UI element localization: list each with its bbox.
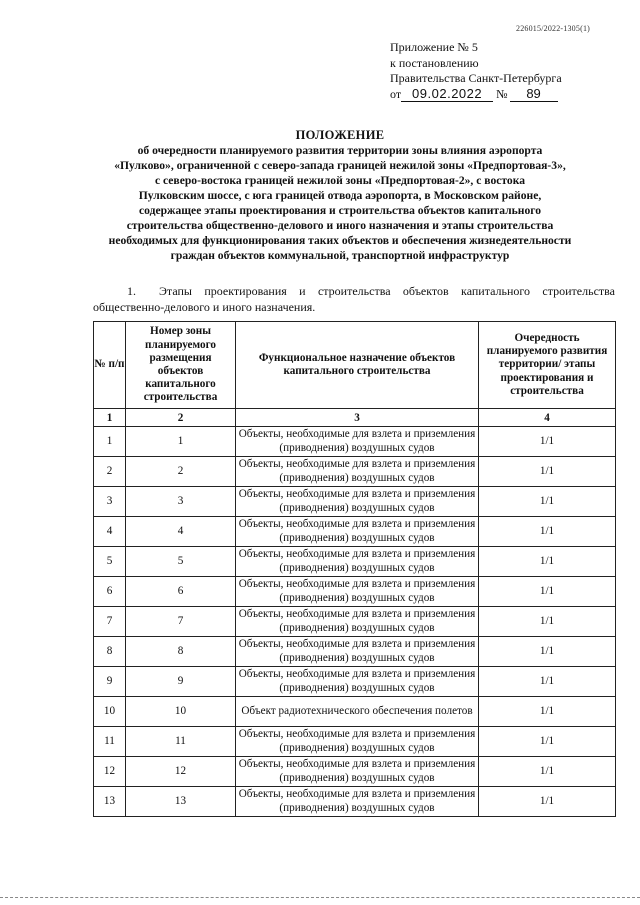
appendix-title: Приложение № 5 xyxy=(390,40,478,54)
resolution-date: 09.02.2022 xyxy=(401,87,493,102)
zone-number: 8 xyxy=(126,637,236,667)
table-column-numbers xyxy=(94,409,616,427)
title-line: содержащее этапы проектирования и строительства объектов капитального xyxy=(138,204,542,217)
row-index: 3 xyxy=(94,487,126,517)
table-row xyxy=(94,787,616,817)
zone-number: 13 xyxy=(126,787,236,817)
document-title xyxy=(64,128,616,263)
table-row xyxy=(94,517,616,547)
development-order: 1/1 xyxy=(479,547,616,577)
zone-number: 12 xyxy=(126,757,236,787)
table-row xyxy=(94,697,616,727)
appendix-block xyxy=(390,40,610,102)
object-purpose: Объект радиотехнического обеспечения полетов xyxy=(236,697,479,727)
object-purpose: Объекты, необходимые для взлета и приземления (приводнения) воздушных судов xyxy=(236,757,479,787)
object-purpose: Объекты, необходимые для взлета и приземления (приводнения) воздушных судов xyxy=(236,637,479,667)
row-index: 10 xyxy=(94,697,126,727)
object-purpose: Объекты, необходимые для взлета и приземления (приводнения) воздушных судов xyxy=(236,727,479,757)
development-order: 1/1 xyxy=(479,637,616,667)
row-index: 5 xyxy=(94,547,126,577)
development-order: 1/1 xyxy=(479,607,616,637)
object-purpose: Объекты, необходимые для взлета и приземления (приводнения) воздушных судов xyxy=(236,547,479,577)
development-order: 1/1 xyxy=(479,667,616,697)
object-purpose: Объекты, необходимые для взлета и приземления (приводнения) воздушных судов xyxy=(236,787,479,817)
development-order: 1/1 xyxy=(479,487,616,517)
title-line: необходимых для функционирования таких объектов и обеспечения жизнедеятельности xyxy=(108,234,572,247)
stages-table xyxy=(93,321,616,817)
development-order: 1/1 xyxy=(479,457,616,487)
appendix-dateline xyxy=(390,87,610,103)
title-subtitle xyxy=(64,143,616,263)
column-number: 4 xyxy=(479,409,616,427)
table-row xyxy=(94,757,616,787)
table-row xyxy=(94,427,616,457)
table-row xyxy=(94,727,616,757)
header-purpose: Функциональное назначение объектов капитального строительства xyxy=(236,322,479,409)
row-index: 13 xyxy=(94,787,126,817)
header-index: № п/п xyxy=(94,322,126,409)
header-zone: Номер зоны планируемого размещения объектов капитального строительства xyxy=(126,322,236,409)
object-purpose: Объекты, необходимые для взлета и приземления (приводнения) воздушных судов xyxy=(236,577,479,607)
row-index: 11 xyxy=(94,727,126,757)
row-index: 9 xyxy=(94,667,126,697)
row-index: 2 xyxy=(94,457,126,487)
development-order: 1/1 xyxy=(479,577,616,607)
zone-number: 3 xyxy=(126,487,236,517)
zone-number: 6 xyxy=(126,577,236,607)
development-order: 1/1 xyxy=(479,517,616,547)
title-main: ПОЛОЖЕНИЕ xyxy=(295,128,385,142)
title-line: строительства общественно-делового и иного назначения и этапы строительства xyxy=(126,219,554,232)
row-index: 8 xyxy=(94,637,126,667)
date-prefix: от xyxy=(390,86,402,101)
section-text: Этапы проектирования и строительства объектов капитального строительства общественно-делового и иного назначения. xyxy=(93,284,615,314)
zone-number: 5 xyxy=(126,547,236,577)
title-line: Пулковским шоссе, с юга границей отвода аэропорта, в Московском районе, xyxy=(138,189,542,202)
zone-number: 4 xyxy=(126,517,236,547)
object-purpose: Объекты, необходимые для взлета и приземления (приводнения) воздушных судов xyxy=(236,427,479,457)
object-purpose: Объекты, необходимые для взлета и приземления (приводнения) воздушных судов xyxy=(236,487,479,517)
table-row xyxy=(94,637,616,667)
table-body xyxy=(94,427,616,817)
resolution-number: 89 xyxy=(510,87,558,102)
number-prefix: № xyxy=(496,86,508,101)
row-index: 4 xyxy=(94,517,126,547)
header-order: Очередность планируемого развития территории/ этапы проектирования и строительства xyxy=(479,322,616,409)
development-order: 1/1 xyxy=(479,697,616,727)
appendix-resolution: к постановлению xyxy=(390,55,479,70)
object-purpose: Объекты, необходимые для взлета и приземления (приводнения) воздушных судов xyxy=(236,517,479,547)
object-purpose: Объекты, необходимые для взлета и приземления (приводнения) воздушных судов xyxy=(236,607,479,637)
title-line: «Пулково», ограниченной с северо-запада границей нежилой зоны «Предпортовая-3», xyxy=(114,159,566,172)
development-order: 1/1 xyxy=(479,757,616,787)
title-line: об очередности планируемого развития территории зоны влияния аэропорта xyxy=(137,144,543,157)
row-index: 6 xyxy=(94,577,126,607)
table-row xyxy=(94,607,616,637)
development-order: 1/1 xyxy=(479,787,616,817)
zone-number: 11 xyxy=(126,727,236,757)
column-number: 3 xyxy=(236,409,479,427)
column-number: 1 xyxy=(94,409,126,427)
table-row xyxy=(94,667,616,697)
section-heading xyxy=(93,283,615,315)
document-id: 226015/2022-1305(1) xyxy=(516,24,591,33)
development-order: 1/1 xyxy=(479,427,616,457)
zone-number: 10 xyxy=(126,697,236,727)
row-index: 1 xyxy=(94,427,126,457)
appendix-authority: Правительства Санкт-Петербурга xyxy=(390,71,562,85)
zone-number: 1 xyxy=(126,427,236,457)
table-row xyxy=(94,457,616,487)
object-purpose: Объекты, необходимые для взлета и приземления (приводнения) воздушных судов xyxy=(236,667,479,697)
column-number: 2 xyxy=(126,409,236,427)
table-row xyxy=(94,547,616,577)
row-index: 7 xyxy=(94,607,126,637)
title-line: граждан объектов коммунальной, транспортной инфраструктур xyxy=(170,249,510,262)
row-index: 12 xyxy=(94,757,126,787)
title-line: с северо-востока границей нежилой зоны «Предпортовая-2», с востока xyxy=(154,174,526,187)
zone-number: 2 xyxy=(126,457,236,487)
page-edge-line xyxy=(0,897,640,898)
zone-number: 9 xyxy=(126,667,236,697)
table-row xyxy=(94,577,616,607)
table-header-row xyxy=(94,322,616,409)
table-row xyxy=(94,487,616,517)
development-order: 1/1 xyxy=(479,727,616,757)
zone-number: 7 xyxy=(126,607,236,637)
section-number: 1. xyxy=(127,284,136,298)
object-purpose: Объекты, необходимые для взлета и приземления (приводнения) воздушных судов xyxy=(236,457,479,487)
